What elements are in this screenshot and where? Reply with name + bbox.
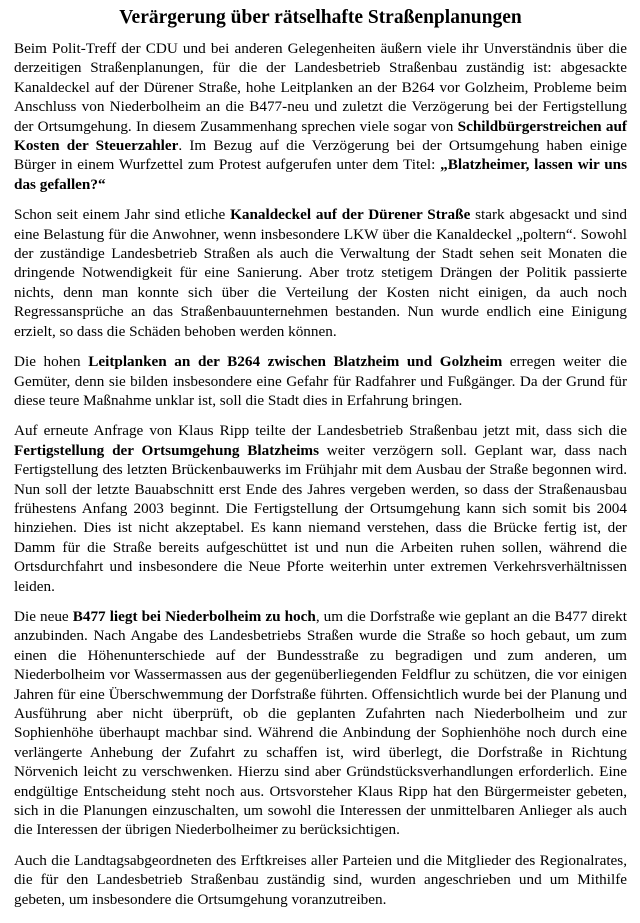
- paragraph-ortsumgehung: [14, 421, 627, 596]
- bold-phrase: Schildbürgerstreichen auf Kosten der Steuerzahler: [14, 117, 627, 155]
- bold-phrase: Kanaldeckel auf der Dürener Straße: [230, 206, 471, 224]
- paragraph-kanaldeckel: [14, 205, 627, 341]
- paragraph-text: stark abgesackt und sind eine Belastung für die Anwohner, wenn insbesondere LKW über die Kanaldeckel „poltern“. Sowohl der zuständige Landesbetrieb Straßen als auch die Verwaltung der Stadt sehen seit Monaten die dringende Notwendigkeit für eine Sanierung. Aber trotz stetigem Drängen der Politik passierte nichts, denn man konnte sich über die Verteilung der Kosten nicht einigen, da auch noch Regressansprüche an das Straßenbauunternehmen bestanden. Nun wurde endlich eine Einigung erzielt, so dass die Schäden behoben werden können.: [14, 206, 628, 340]
- bold-phrase: „Blatzheimer, lassen wir uns das gefallen?“: [14, 156, 627, 193]
- paragraph-text: Die neue: [14, 607, 73, 625]
- paragraph-b477: [14, 607, 627, 840]
- article-title: Verärgerung über rätselhafte Straßenplanungen: [119, 7, 522, 28]
- paragraph-text: weiter verzögern soll. Geplant war, dass nach Fertigstellung des letzten Brückenbauwerks im Frühjahr mit dem Ausbau der Straße begonnen wird. Nun soll der letzte Bauabschnitt erst Ende des Jahres vergeben werden, so dass der Straßenausbau frühestens Anfang 2003 beginnt. Die Fertigstellung der Ortsumgehung kann sich somit bis 2004 hinziehen. Dies ist nicht akzeptabel. Es kann niemand verstehen, dass die Brücke fertig ist, der Damm für die Straße bereits aufgeschüttet ist und nun die Arbeiten ruhen sollen, während die Ortsdurchfahrt und insbesondere die Neue Pforte weiterhin unter extremen Verkehrsverhältnissen leiden.: [14, 441, 627, 595]
- paragraph-text: Die hohen: [14, 353, 89, 371]
- paragraph-text: , um die Dorfstraße wie geplant an die B477 direkt anzubinden. Nach Angabe des Landesbetriebs Straßen wurde die Straße so hoch gebaut, um zum einen die Höhenunterschiede auf der Bundesstraße zu begradigen und zum anderen, um Niederbolheim vor Wassermassen aus der gegenüberliegenden Feldflur zu schützen, die vor einigen Jahren für eine Überschwemmung der Dorfstraße führten. Offensichtlich wurde bei der Planung und Ausführung aber nicht überprüft, ob die geplanten Zufahrten nach Niederbolheim und zur Sophienhöhe überhaupt machbar sind. Während die Anbindung der Sophienhöhe noch durch eine verlängerte Anhebung der Zufahrt zu schaffen ist, wird überlegt, die Dorfstraße in Richtung Nörvenich leicht zu verschwenken. Hierzu sind aber Gründstücksverhandlungen erforderlich. Eine endgültige Entscheidung steht noch aus. Ortsvorsteher Klaus Ripp hat den Bürgermeister gebeten, sich in die Planungen einzuschalten, um sowohl die Interessen der unmittelbaren Anlieger als auch die Interessen der übrigen Niederbolheimer zu berücksichtigen.: [14, 607, 627, 839]
- paragraph-polit-treff: [14, 39, 627, 194]
- paragraph-text: erregen weiter die Gemüter, denn sie bilden insbesondere eine Gefahr für Radfahrer und Fußgänger. Da der Grund für diese teure Maßnahme unklar ist, soll die Stadt dies in Erfahrung bringen.: [14, 353, 628, 409]
- paragraph-text: Beim Polit-Treff der CDU und bei anderen Gelegenheiten äußern viele ihr Unverständnis über die derzeitigen Straßenplanungen, für die der Landesbetrieb Straßenbau zuständig ist: abgesackte Kanaldeckel auf der Dürener Straße, hohe Leitplanken an der B264 vor Golzheim, Probleme beim Anschluss von Niederbolheim an die B477-neu und zuletzt die Verzögerung bei der Fertigstellung der Ortsumgehung. In diesem Zusammenhang sprechen viele sogar von: [14, 40, 627, 135]
- bold-phrase: B477 liegt bei Niederbolheim zu hoch: [72, 607, 316, 625]
- bold-phrase: Fertigstellung der Ortsumgehung Blatzheims: [14, 441, 319, 459]
- paragraph-text: Auch die Landtagsabgeordneten des Erftkreises aller Parteien und die Mitglieder des Regionalrates, die für den Landesbetrieb Straßenbau zuständig sind, wurden angeschrieben und um Mithilfe gebeten, um insbesondere die Ortsumgehung voranzutreiben.: [14, 851, 627, 908]
- bold-phrase: Leitplanken an der B264 zwischen Blatzheim und Golzheim: [88, 353, 503, 371]
- paragraph-landtag: [14, 851, 627, 909]
- paragraph-leitplanken: [14, 352, 627, 410]
- paragraph-text: Schon seit einem Jahr sind etliche: [14, 206, 231, 224]
- paragraph-text: . Im Bezug auf die Verzögerung bei der Ortsumgehung haben einige Bürger in einem Wurfzettel zum Protest aufgerufen unter dem Titel:: [14, 137, 627, 174]
- paragraph-text: Auf erneute Anfrage von Klaus Ripp teilte der Landesbetrieb Straßenbau jetzt mit, dass sich die: [14, 422, 627, 440]
